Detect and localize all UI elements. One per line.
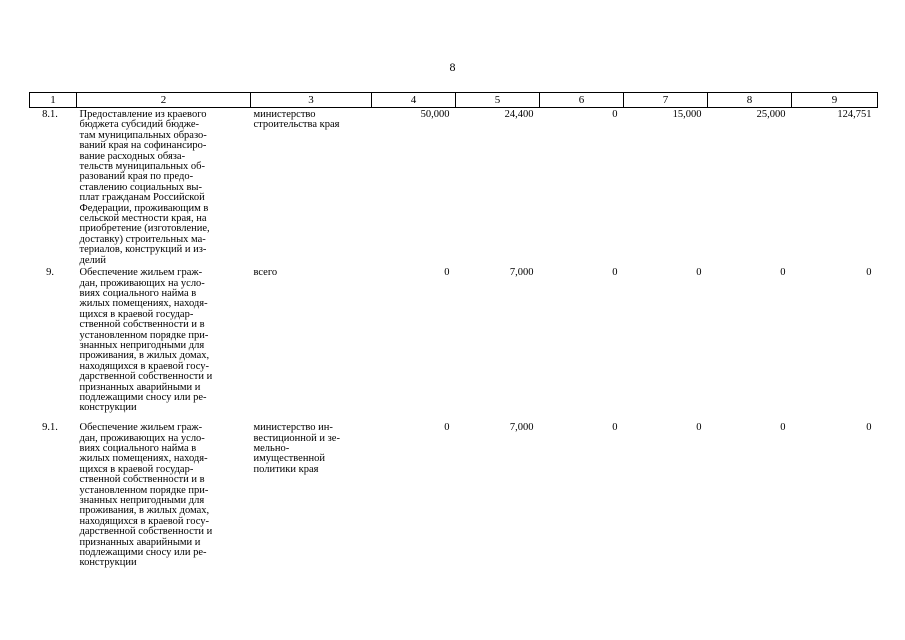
measure-name-line: проживания, в жилых домах,	[79, 505, 210, 517]
table-row	[30, 421, 878, 581]
column-header: 2	[77, 93, 251, 108]
measure-name-line: вание расходных обяза-	[79, 150, 186, 162]
row-index: 9.	[46, 267, 54, 279]
measure-name-line: находящихся в краевой госу-	[79, 515, 209, 527]
executor-line: министерство ин-	[253, 422, 333, 434]
measure-name-line: ваний края на софинансиро-	[79, 140, 207, 152]
amount-cell: 24,400	[504, 109, 534, 120]
measure-name-line: признанных аварийными и	[79, 536, 201, 548]
measure-name-line: тельств муниципальных об-	[79, 161, 206, 173]
column-header: 5	[456, 93, 540, 108]
amount-cell: 0	[612, 422, 618, 434]
measure-name-line: плат гражданам Российской	[79, 192, 205, 204]
executor-line: политики края	[253, 463, 319, 475]
executor	[251, 108, 372, 267]
measure-name	[77, 108, 251, 267]
measure-name-line: дарственной собственности и	[79, 371, 213, 383]
amount-cell: 0	[612, 109, 618, 120]
measure-name-line: дарственной собственности и	[79, 526, 213, 538]
header-row	[30, 93, 878, 108]
measure-name-line: щихся в краевой государ-	[79, 463, 194, 475]
executor	[251, 266, 372, 421]
measure-name-line: Предоставление из краевого	[79, 109, 207, 120]
table-row	[30, 266, 878, 421]
measure-name-line: конструкции	[79, 402, 137, 414]
executor-line: мельно-	[253, 442, 290, 454]
measure-name-line: конструкции	[79, 557, 137, 569]
amount-cell: 0	[780, 422, 786, 434]
column-header: 7	[624, 93, 708, 108]
executor	[251, 421, 372, 581]
budget-table	[29, 92, 878, 581]
table-row	[30, 108, 878, 267]
measure-name-line: виях социального найма в	[79, 287, 197, 299]
executor-line: строительства края	[253, 119, 340, 131]
executor-line: министерство	[253, 109, 316, 120]
amount-cell: 50,000	[420, 109, 450, 120]
measure-name-line: жилых помещениях, находя-	[79, 453, 208, 465]
measure-name	[77, 266, 251, 421]
amount-cell: 0	[696, 422, 702, 434]
measure-name-line: Обеспечение жильем граж-	[79, 267, 203, 279]
measure-name-line: подлежащими сносу или ре-	[79, 391, 207, 403]
amount-cell: 124,751	[837, 109, 872, 120]
column-header: 3	[251, 93, 372, 108]
measure-name-line: проживания, в жилых домах,	[79, 350, 210, 362]
amount-cell: 7,000	[509, 422, 534, 434]
row-index: 9.1.	[42, 422, 58, 434]
measure-name-line: жилых помещениях, находя-	[79, 298, 208, 310]
executor-line: имущественной	[253, 453, 325, 465]
measure-name-line: ственной собственности и в	[79, 319, 205, 331]
page-number: 8	[449, 60, 456, 74]
measure-name-line: установленном порядке при-	[79, 484, 209, 496]
measure-name-line: ставлению социальных вы-	[79, 181, 202, 193]
executor-line: всего	[253, 267, 278, 279]
measure-name-line: признанных аварийными и	[79, 381, 201, 393]
measure-name-line: дан, проживающих на усло-	[79, 277, 205, 289]
amount-cell: 25,000	[756, 109, 786, 120]
executor-line: вестиционной и зе-	[253, 432, 340, 444]
measure-name-line: бюджета субсидий бюдже-	[79, 119, 200, 131]
measure-name-line: доставку) строительных ма-	[79, 233, 206, 245]
measure-name-line: знанных непригодными для	[79, 339, 205, 351]
amount-cell: 7,000	[509, 267, 534, 279]
amount-cell: 15,000	[672, 109, 702, 120]
measure-name-line: разований края по предо-	[79, 171, 194, 183]
measure-name-line: делий	[79, 254, 106, 266]
amount-cell: 0	[780, 267, 786, 279]
measure-name-line: ственной собственности и в	[79, 474, 205, 486]
measure-name-line: сельской местности края, на	[79, 213, 207, 225]
amount-cell: 0	[696, 267, 702, 279]
column-header: 8	[708, 93, 792, 108]
measure-name-line: подлежащими сносу или ре-	[79, 546, 207, 558]
measure-name-line: виях социального найма в	[79, 442, 197, 454]
measure-name-line: там муниципальных образо-	[79, 129, 207, 141]
measure-name-line: дан, проживающих на усло-	[79, 432, 205, 444]
measure-name-line: приобретение (изготовление,	[79, 223, 210, 235]
column-header: 1	[30, 93, 77, 108]
measure-name	[77, 421, 251, 581]
measure-name-line: знанных непригодными для	[79, 494, 205, 506]
row-index: 8.1.	[42, 109, 58, 120]
measure-name-line: Федерации, проживающим в	[79, 202, 209, 214]
measure-name-line: Обеспечение жильем граж-	[79, 422, 203, 434]
measure-name-line: териалов, конструкций и из-	[79, 244, 207, 256]
amount-cell: 0	[866, 422, 872, 434]
column-header: 6	[540, 93, 624, 108]
amount-cell: 0	[866, 267, 872, 279]
amount-cell: 0	[612, 267, 618, 279]
column-header: 9	[792, 93, 878, 108]
measure-name-line: находящихся в краевой госу-	[79, 360, 209, 372]
amount-cell: 0	[444, 422, 450, 434]
amount-cell: 0	[444, 267, 450, 279]
measure-name-line: щихся в краевой государ-	[79, 308, 194, 320]
column-header: 4	[372, 93, 456, 108]
measure-name-line: установленном порядке при-	[79, 329, 209, 341]
